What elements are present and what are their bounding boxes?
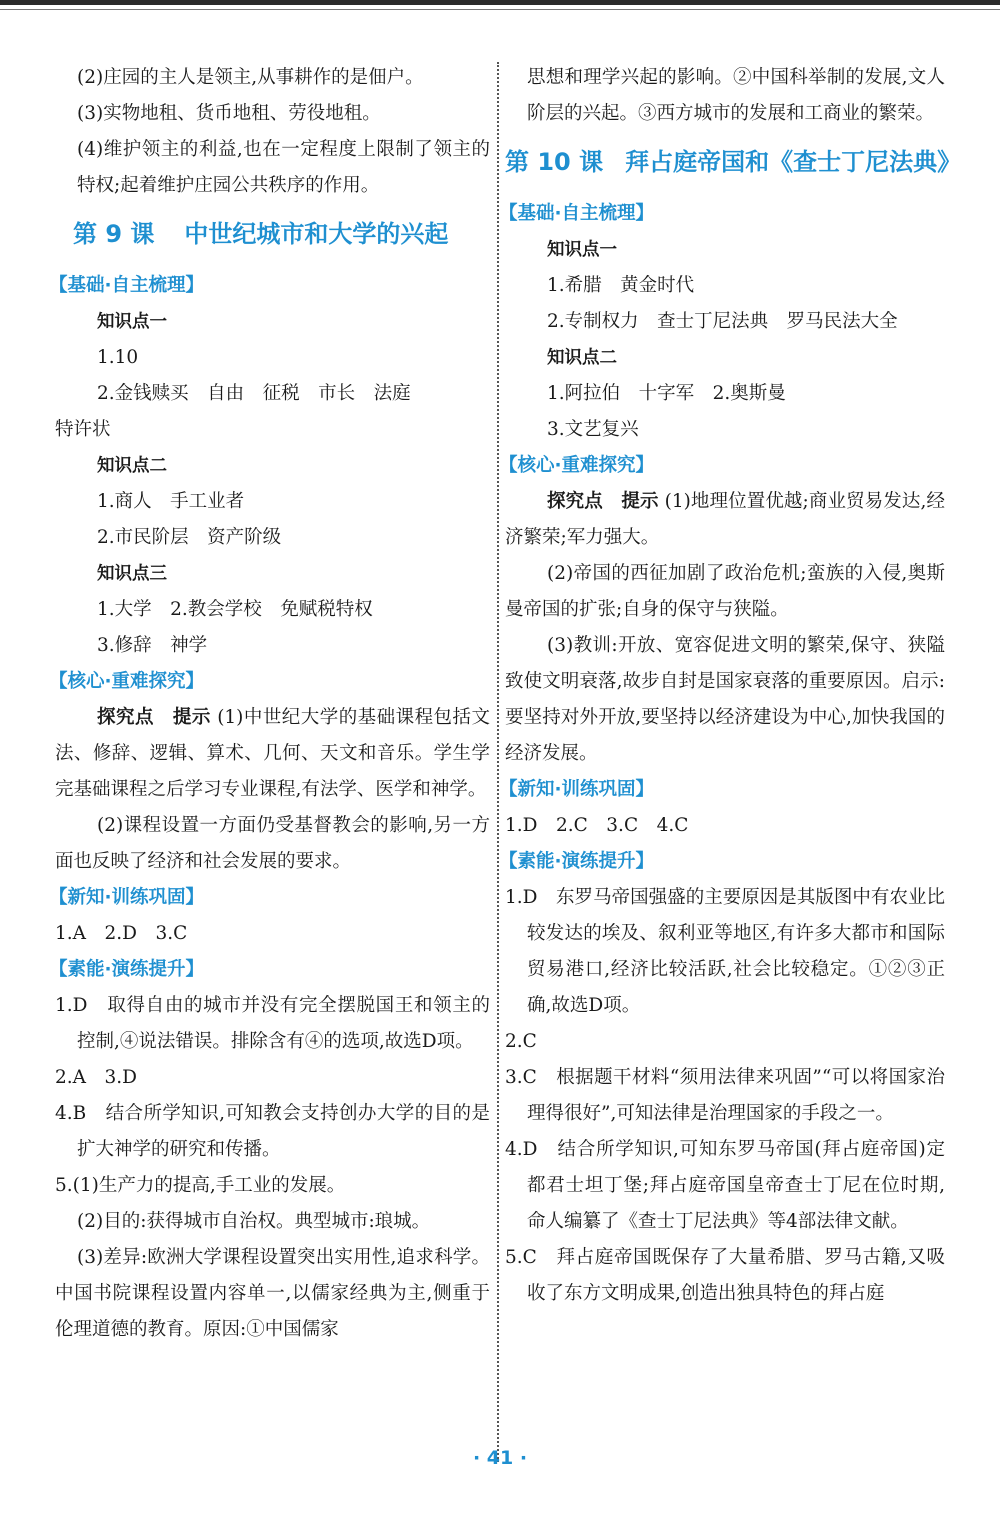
explore-paragraph <box>55 700 490 808</box>
left-column <box>49 60 490 1348</box>
kp2-line-1: 1.商人 手工业者 <box>97 491 245 512</box>
kp1-line-1: 1.希腊 黄金时代 <box>547 275 695 296</box>
knowledge-point-2: 知识点二 <box>97 456 167 476</box>
intro-line-2: (2)庄园的主人是领主,从事耕作的是佃户。 <box>77 67 424 88</box>
explore-3: (3)教训:开放、宽容促进文明的繁荣,保守、狭隘致使文明衰落,故步自封是国家衰落的重要原因。启示:要坚持对外开放,要坚持以经济建设为中心,加快我国的经济发展。 <box>505 635 945 764</box>
top-rule <box>0 0 1000 5</box>
kp3-line-1: 1.大学 2.教会学校 免赋税特权 <box>97 599 373 620</box>
lesson-9-name: 中世纪城市和大学的兴起 <box>184 220 449 248</box>
explore-paragraph <box>505 484 945 556</box>
section-new: 【新知·训练巩固】 <box>499 779 655 800</box>
lesson-9-title <box>73 214 490 254</box>
knowledge-point-3: 知识点三 <box>97 564 167 584</box>
ability-item: 4.B 结合所学知识,可知教会支持创办大学的目的是扩大神学的研究和传播。 <box>55 1103 490 1160</box>
ability-item: 2.A 3.D <box>55 1067 137 1088</box>
explore-2: (2)帝国的西征加剧了政治危机;蛮族的入侵,奥斯曼帝国的扩张;自身的保守与狭隘。 <box>505 563 945 620</box>
kp1-line-3: 特许状 <box>55 419 111 440</box>
explore-text: (1)地理位置优越;商业贸易发达,经济繁荣;军力强大。 <box>505 491 945 548</box>
knowledge-point-1: 知识点一 <box>97 312 167 332</box>
lesson-10-name: 拜占庭帝国和《查士丁尼法典》 <box>625 148 962 176</box>
kp1-line-2: 2.专制权力 查士丁尼法典 罗马民法大全 <box>547 311 898 332</box>
intro-line-3: (3)实物地租、货币地租、劳役地租。 <box>77 103 381 124</box>
section-core: 【核心·重难探究】 <box>49 671 205 692</box>
section-core: 【核心·重难探究】 <box>499 455 655 476</box>
ability-item: 5.(1)生产力的提高,手工业的发展。 <box>55 1175 346 1196</box>
explore-2: (2)课程设置一方面仍受基督教会的影响,另一方面也反映了经济和社会发展的要求。 <box>55 815 490 872</box>
ability-item: 1.D 东罗马帝国强盛的主要原因是其版图中有农业比较发达的埃及、叙利亚等地区,有许多大都市和国际贸易港口,经济比较活跃,社会比较稳定。①②③正确,故选D项。 <box>505 887 945 1016</box>
new-answers: 1.A 2.D 3.C <box>55 923 188 944</box>
section-ability: 【素能·演练提升】 <box>49 959 205 980</box>
kp2-line-2: 3.文艺复兴 <box>547 419 639 440</box>
section-new: 【新知·训练巩固】 <box>49 887 205 908</box>
q5-part-2: (2)目的:获得城市自治权。典型城市:琅城。 <box>77 1211 431 1232</box>
ability-item: 4.D 结合所学知识,可知东罗马帝国(拜占庭帝国)定都君士坦丁堡;拜占庭帝国皇帝查士丁尼在位时期,命人编纂了《查士丁尼法典》等4部法律文献。 <box>505 1139 945 1232</box>
explore-label: 探究点 提示 <box>97 707 211 728</box>
kp1-line-1: 1.10 <box>97 347 139 368</box>
column-divider <box>497 62 499 1462</box>
new-answers: 1.D 2.C 3.C 4.C <box>505 815 689 836</box>
lesson-9-number: 第 9 课 <box>73 220 155 248</box>
knowledge-point-2: 知识点二 <box>547 348 617 368</box>
right-column <box>499 60 962 1312</box>
q5-part-3: (3)差异:欧洲大学课程设置突出实用性,追求科学。中国书院课程设置内容单一,以儒家经典为主,侧重于伦理道德的教育。原因:①中国儒家 <box>55 1247 490 1340</box>
explore-text: (1)中世纪大学的基础课程包括文法、修辞、逻辑、算术、几何、天文和音乐。学生学完基础课程之后学习专业课程,有法学、医学和神学。 <box>55 707 490 800</box>
section-basic: 【基础·自主梳理】 <box>49 275 205 296</box>
knowledge-point-1: 知识点一 <box>547 240 617 260</box>
ability-item: 5.C 拜占庭帝国既保存了大量希腊、罗马古籍,又吸收了东方文明成果,创造出独具特色的拜占庭 <box>505 1247 945 1304</box>
kp2-line-1: 1.阿拉伯 十字军 2.奥斯曼 <box>547 383 786 404</box>
ability-item: 3.C 根据题干材料“须用法律来巩固”“可以将国家治理得很好”,可知法律是治理国家的手段之一。 <box>505 1067 945 1124</box>
top-rule-thin <box>0 9 1000 10</box>
ability-item: 1.D 取得自由的城市并没有完全摆脱国王和领主的控制,④说法错误。排除含有④的选项,故选D项。 <box>55 995 490 1052</box>
section-ability: 【素能·演练提升】 <box>499 851 655 872</box>
explore-label: 探究点 提示 <box>547 491 659 512</box>
ability-item: 2.C <box>505 1031 537 1052</box>
continued-text: 思想和理学兴起的影响。②中国科举制的发展,文人阶层的兴起。③西方城市的发展和工商业的繁荣。 <box>527 67 945 124</box>
section-basic: 【基础·自主梳理】 <box>499 203 655 224</box>
kp2-line-2: 2.市民阶层 资产阶级 <box>97 527 282 548</box>
intro-line-4: (4)维护领主的利益,也在一定程度上限制了领主的特权;起着维护庄园公共秩序的作用。 <box>77 139 490 196</box>
kp1-line-2: 2.金钱赎买 自由 征税 市长 法庭 <box>97 383 411 404</box>
kp3-line-2: 3.修辞 神学 <box>97 635 208 656</box>
lesson-10-number: 第 10 课 <box>505 148 604 176</box>
page-number: · 41 · <box>472 1447 528 1469</box>
lesson-10-title <box>505 142 962 182</box>
